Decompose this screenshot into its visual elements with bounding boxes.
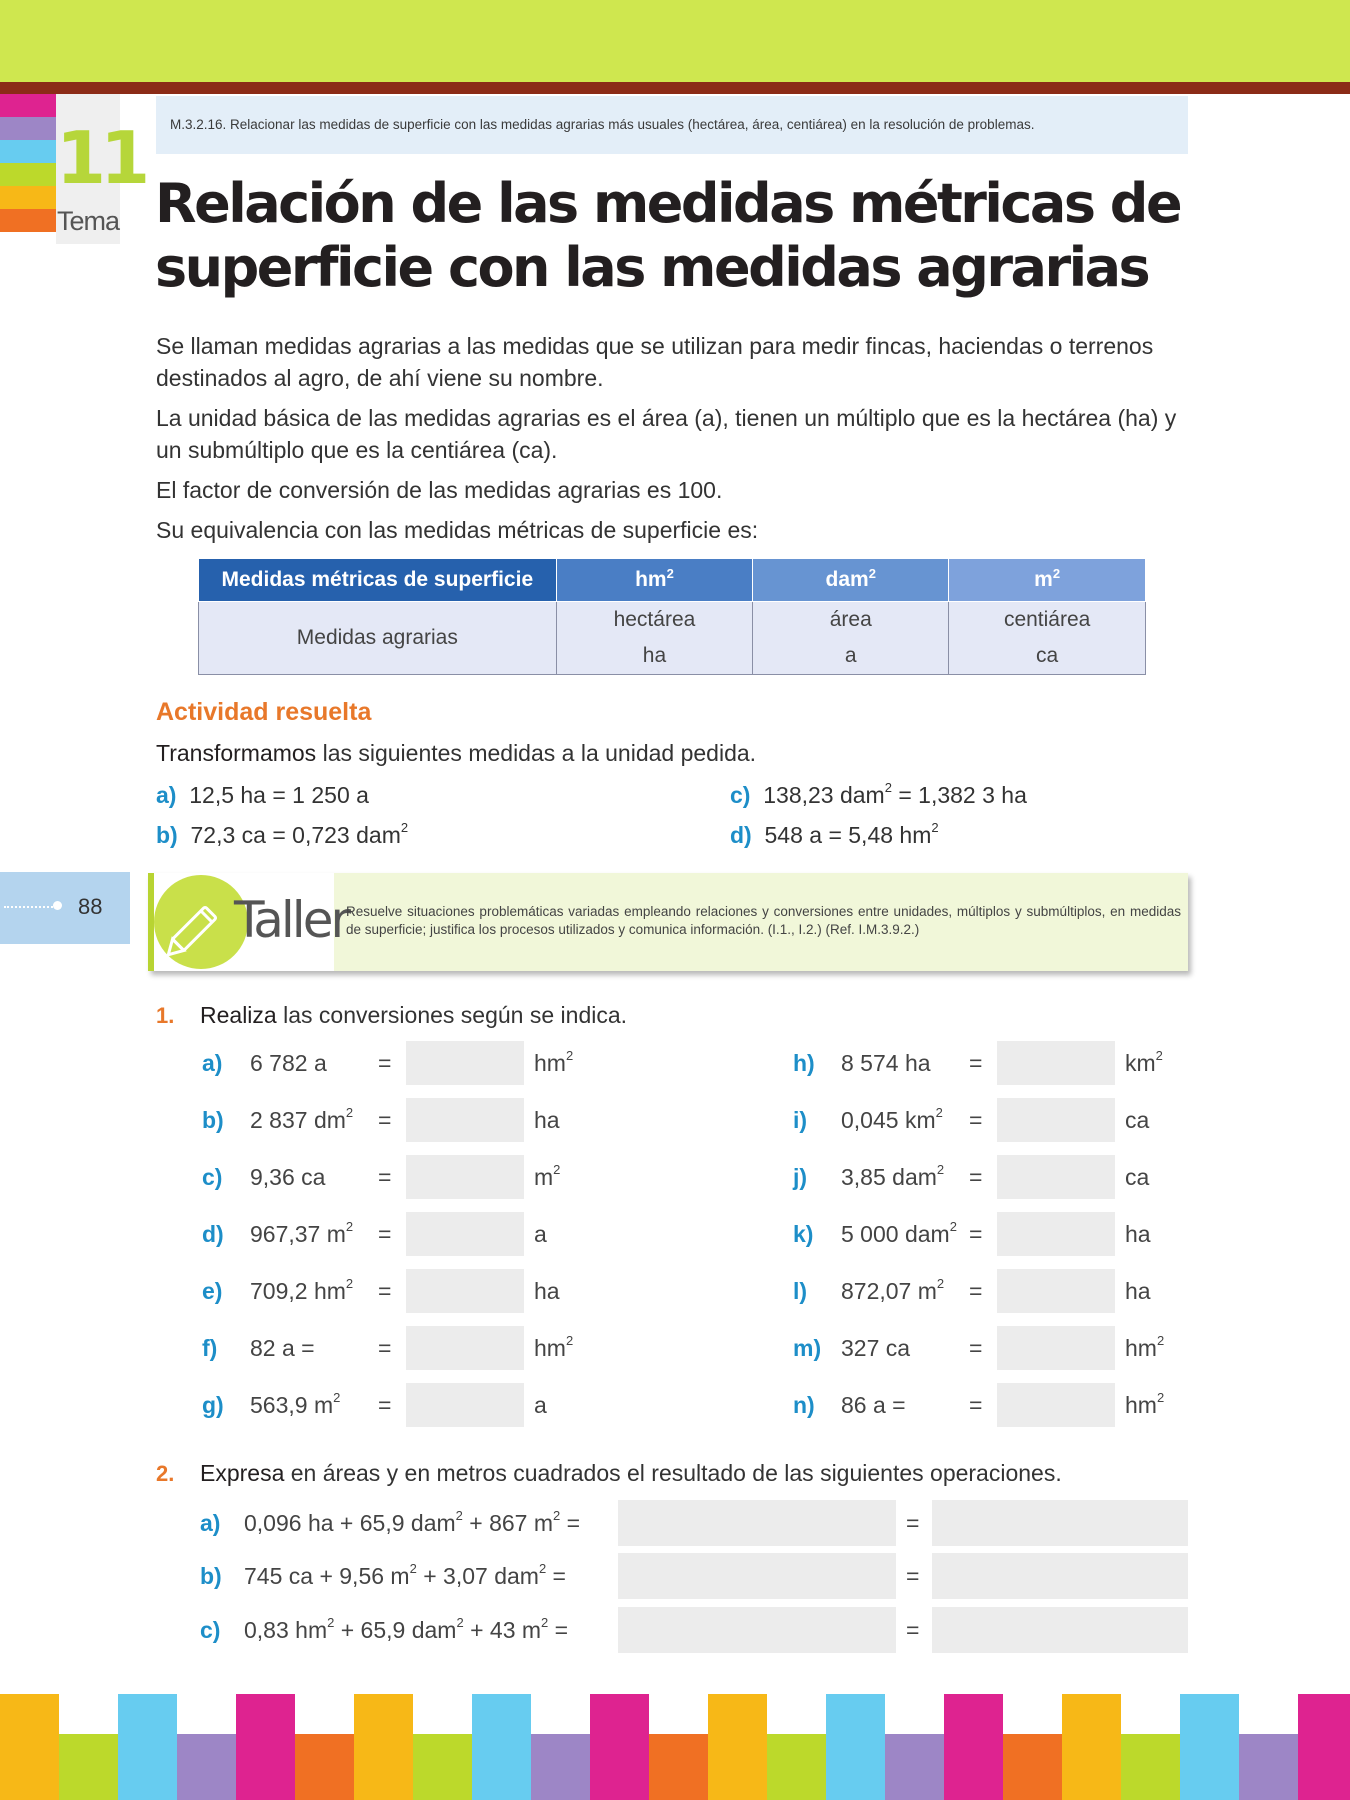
top-divider-line [0, 82, 1350, 94]
color-tab [0, 209, 56, 232]
conversion-exercise [202, 1212, 602, 1258]
equals-sign: = [969, 1278, 983, 1304]
equals-sign: = [969, 1164, 983, 1190]
footer-stripe [885, 1734, 944, 1800]
equals-sign: = [969, 1392, 983, 1418]
footer-stripe [295, 1734, 354, 1800]
footer-stripe [531, 1734, 590, 1800]
answer-box[interactable] [997, 1098, 1115, 1142]
footer-stripe [649, 1734, 708, 1800]
equals-sign: = [378, 1392, 392, 1418]
answer-box[interactable] [406, 1326, 524, 1370]
conversion-exercise [793, 1155, 1193, 1201]
exercise-letter: a) [200, 1510, 221, 1536]
footer-stripe [177, 1734, 236, 1800]
exercise-letter: h) [793, 1050, 815, 1076]
answer-box[interactable] [406, 1269, 524, 1313]
tema-number: 11 [56, 116, 145, 200]
target-unit: $m^2$ [534, 1162, 561, 1190]
table-header-row [199, 559, 1146, 602]
answer-box[interactable] [406, 1212, 524, 1256]
footer-stripe [472, 1694, 531, 1800]
answer-box[interactable] [406, 1098, 524, 1142]
equals-sign: = [969, 1335, 983, 1361]
activity-item: a) 12,5 ha = 1 250 a [156, 782, 369, 808]
intro-paragraph-4: Su equivalencia con las medidas métricas de superficie es: [156, 517, 759, 543]
equals-sign: = [378, 1050, 392, 1076]
activity-title: Actividad resuelta [156, 698, 372, 726]
exercise-expression: 967,37 $m^2$ [250, 1219, 354, 1247]
question-1-number: 1. [156, 1003, 175, 1028]
exercise-letter: d) [202, 1221, 224, 1247]
equals-sign: = [378, 1107, 392, 1133]
answer-box[interactable] [997, 1383, 1115, 1427]
footer-stripe [118, 1694, 177, 1800]
exercise-expression: 0,83 $hm^2 + 65,9$ dam$^2$ + 43 $m^2$ = [244, 1615, 569, 1643]
skill-code-banner: M.3.2.16. Relacionar las medidas de superficie con las medidas agrarias más usuales (hectárea, área, centiárea) en la resolución de problemas. [156, 96, 1188, 154]
target-unit: ha [1125, 1221, 1151, 1247]
exercise-letter: f) [202, 1335, 218, 1361]
intro-paragraph-2: La unidad básica de las medidas agrarias es el área (a), tienen un múltiplo que es la hectárea (ha) y un submúltiplo que es la centiárea (ca). [156, 405, 1177, 463]
exercise-expression: 82 a = [250, 1335, 315, 1361]
exercise-letter: c) [202, 1164, 223, 1190]
taller-banner [148, 873, 1188, 971]
exercise-letter: j) [793, 1164, 808, 1190]
exercise-expression: 3,85 dam$^2$ [841, 1162, 945, 1190]
exercise-letter: i) [793, 1107, 808, 1133]
footer-color-band [0, 1694, 1350, 1800]
equals-sign: = [378, 1164, 392, 1190]
answer-box[interactable] [997, 1041, 1115, 1085]
table-cell: a [753, 638, 949, 675]
target-unit: a [534, 1221, 547, 1247]
conversion-exercise [202, 1155, 602, 1201]
table-cell: centiárea [949, 602, 1146, 639]
exercise-expression: 0,096 ha + 65,9 dam$^2$ + 867 $m^2$ = [244, 1508, 581, 1536]
dotted-line [4, 906, 56, 908]
exercise-letter: a) [202, 1050, 223, 1076]
target-unit: ca [1125, 1164, 1150, 1190]
question-2-number: 2. [156, 1461, 175, 1486]
conversion-exercise [793, 1269, 1193, 1315]
exercise-letter: k) [793, 1221, 814, 1247]
table-header-cell: dam$^2$ [753, 559, 949, 602]
answer-box[interactable] [406, 1041, 524, 1085]
table-cell: área [753, 602, 949, 639]
exercise-expression: 8 574 ha [841, 1050, 931, 1076]
color-tab [0, 94, 56, 117]
tema-label: Tema [56, 206, 120, 236]
answer-box-areas[interactable] [618, 1500, 896, 1546]
footer-stripe [708, 1694, 767, 1800]
table-cell: hectárea [556, 602, 753, 639]
table-row [199, 602, 1146, 639]
exercise-expression: 6 782 a [250, 1050, 327, 1076]
question-1-text: Realiza las conversiones según se indica. [200, 1002, 628, 1028]
conversion-exercise [793, 1212, 1193, 1258]
footer-stripe [1239, 1734, 1298, 1800]
footer-stripe [1298, 1694, 1350, 1800]
footer-stripe [944, 1694, 1003, 1800]
target-unit: $hm^2$ [1125, 1333, 1165, 1361]
intro-paragraph-1: Se llaman medidas agrarias a las medidas que se utilizan para medir fincas, haciendas o terrenos destinados al agro, de ahí viene su nombre. [156, 333, 1154, 391]
equals-sign: = [906, 1510, 920, 1536]
operation-exercise [200, 1607, 1190, 1653]
table-header-cell: $m^2$ [949, 559, 1146, 602]
footer-stripe [354, 1694, 413, 1800]
exercise-expression: 86 a = [841, 1392, 906, 1418]
conversion-exercise [202, 1041, 602, 1087]
activity-intro: Transformamos las siguientes medidas a la unidad pedida. [156, 740, 757, 766]
footer-stripe [413, 1734, 472, 1800]
taller-description: Resuelve situaciones problemáticas variadas empleando relaciones y conversiones entre unidades, múltiplos y submúltiplos, en medidas de superficie; justifica los procesos utilizados y comunica información. (I.1., I.2.) (Ref. I.M.3.9.2.) [346, 904, 1181, 937]
answer-box[interactable] [406, 1383, 524, 1427]
dot-marker [53, 901, 62, 910]
conversion-exercise [793, 1383, 1193, 1429]
equals-sign: = [378, 1335, 392, 1361]
conversion-exercise [793, 1326, 1193, 1372]
exercise-expression: 0,045 $km^2$ [841, 1105, 943, 1133]
equals-sign: = [969, 1221, 983, 1247]
footer-stripe [1062, 1694, 1121, 1800]
table-cell: Medidas agrarias [199, 602, 557, 675]
footer-stripe [1121, 1734, 1180, 1800]
target-unit: a [534, 1392, 547, 1418]
top-color-band [0, 0, 1350, 82]
exercise-expression: 563,9 $m^2$ [250, 1390, 341, 1418]
exercise-expression: 2 837 $dm^2$ [250, 1105, 354, 1133]
answer-box-areas[interactable] [618, 1607, 896, 1653]
equals-sign: = [906, 1617, 920, 1643]
exercise-expression: 745 ca + 9,56 $m^2 + 3,07$ dam$^2$ = [244, 1561, 566, 1589]
color-tabs [0, 94, 56, 232]
exercise-letter: b) [200, 1563, 222, 1589]
activity-item: b) 72,3 ca = 0,723 dam$^2$ [156, 820, 409, 848]
conversion-exercise [793, 1041, 1193, 1087]
operation-exercise [200, 1500, 1190, 1546]
color-tab [0, 163, 56, 186]
footer-stripe [767, 1734, 826, 1800]
footer-stripe [1003, 1734, 1062, 1800]
table-header-cell: $hm^2$ [556, 559, 753, 602]
equals-sign: = [969, 1050, 983, 1076]
exercise-letter: e) [202, 1278, 223, 1304]
page-number: 88 [78, 894, 103, 919]
target-unit: ca [1125, 1107, 1150, 1133]
target-unit: $hm^2$ [1125, 1390, 1165, 1418]
footer-stripe [0, 1694, 59, 1800]
footer-stripe [1180, 1694, 1239, 1800]
conversion-exercise [202, 1269, 602, 1315]
operation-exercise [200, 1553, 1190, 1599]
page-title: Relación de las medidas métricas de superficie con las medidas agrarias [155, 172, 1181, 299]
exercise-expression: 327 ca [841, 1335, 911, 1361]
target-unit: $hm^2$ [534, 1048, 574, 1076]
color-tab [0, 186, 56, 209]
target-unit: ha [534, 1107, 560, 1133]
conversion-exercise [202, 1098, 602, 1144]
target-unit: $km^2$ [1125, 1048, 1163, 1076]
answer-box-square-meters[interactable] [932, 1500, 1188, 1546]
exercise-letter: g) [202, 1392, 224, 1418]
table-header-cell: Medidas métricas de superficie [199, 559, 557, 602]
equals-sign: = [969, 1107, 983, 1133]
page-number-tab [0, 872, 130, 944]
answer-box[interactable] [997, 1212, 1115, 1256]
answer-box-square-meters[interactable] [932, 1607, 1188, 1653]
question-2-text: Expresa en áreas y en metros cuadrados el resultado de las siguientes operaciones. [200, 1460, 1062, 1486]
exercise-letter: b) [202, 1107, 224, 1133]
taller-label: Taller [234, 891, 349, 949]
table-cell: ca [949, 638, 1146, 675]
color-tab [0, 140, 56, 163]
exercise-expression: 5 000 dam$^2$ [841, 1219, 957, 1247]
footer-stripe [590, 1694, 649, 1800]
footer-stripe [826, 1694, 885, 1800]
footer-stripe [236, 1694, 295, 1800]
table-cell: ha [556, 638, 753, 675]
exercise-letter: l) [793, 1278, 808, 1304]
equivalence-table [198, 558, 1146, 675]
exercise-letter: m) [793, 1335, 822, 1361]
intro-paragraph-3: El factor de conversión de las medidas agrarias es 100. [156, 477, 723, 503]
target-unit: $hm^2$ [534, 1333, 574, 1361]
target-unit: ha [1125, 1278, 1151, 1304]
activity-item: d) 548 a = 5,48 $hm^2$ [730, 820, 939, 848]
exercise-letter: c) [200, 1617, 221, 1643]
footer-stripe [59, 1734, 118, 1800]
conversion-exercise [202, 1326, 602, 1372]
answer-box-square-meters[interactable] [932, 1553, 1188, 1599]
exercise-letter: n) [793, 1392, 815, 1418]
conversion-exercise [793, 1098, 1193, 1144]
color-tab [0, 117, 56, 140]
exercise-expression: 9,36 ca [250, 1164, 326, 1190]
equals-sign: = [378, 1278, 392, 1304]
answer-box-areas[interactable] [618, 1553, 896, 1599]
equals-sign: = [906, 1563, 920, 1589]
activity-item: c) 138,23 dam$^2$ = 1,382 3 ha [730, 780, 1027, 808]
tema-badge [56, 94, 145, 244]
answer-box[interactable] [406, 1155, 524, 1199]
conversion-exercise [202, 1383, 602, 1429]
exercise-expression: 709,2 $hm^2$ [250, 1276, 354, 1304]
target-unit: ha [534, 1278, 560, 1304]
answer-box[interactable] [997, 1155, 1115, 1199]
answer-box[interactable] [997, 1326, 1115, 1370]
equals-sign: = [378, 1221, 392, 1247]
exercise-expression: 872,07 $m^2$ [841, 1276, 945, 1304]
answer-box[interactable] [997, 1269, 1115, 1313]
